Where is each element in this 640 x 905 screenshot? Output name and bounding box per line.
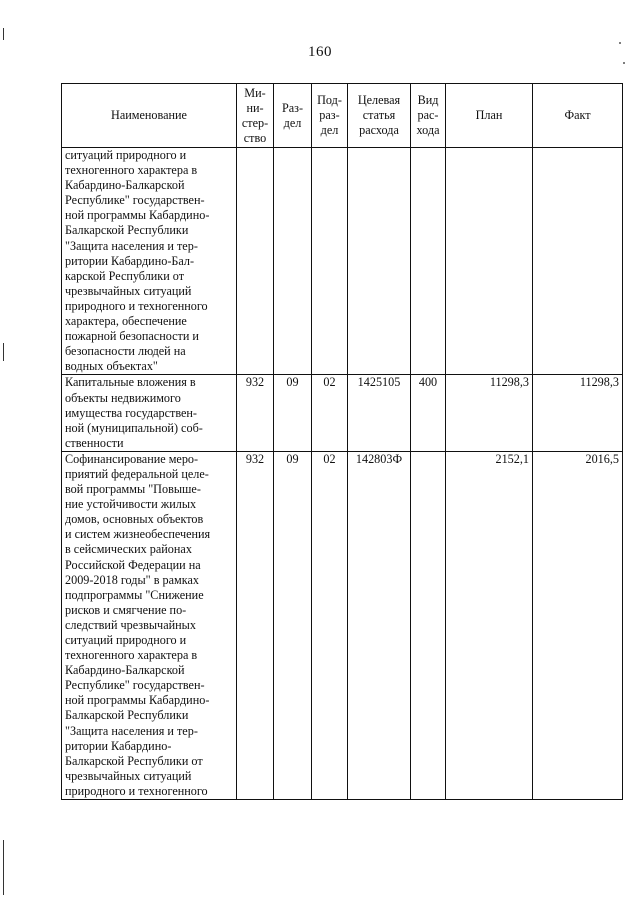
scan-margin-mark	[3, 343, 4, 361]
row-fact-cell: 2016,5	[533, 451, 623, 799]
row-section-cell: 09	[274, 375, 312, 451]
table-header-row	[62, 84, 623, 148]
row-plan-cell	[446, 148, 533, 375]
row-fact-cell	[533, 148, 623, 375]
header-ministry: Ми- ни- стер- ство	[237, 84, 274, 148]
row-subsection-cell: 02	[312, 451, 348, 799]
header-name: Наименование	[62, 84, 237, 148]
row-name-cell: ситуаций природного и техногенного характера в Кабардино-Балкарской Республике" государствен- ной программы Кабардино- Балкарской Республики "Защита населения и тер- ритории Кабардино-Бал- карской Республики от чрезвычайных ситуаций природного и техногенного характера, обеспечение пожарной безопасности и безопасности людей на водных объектах"	[62, 148, 237, 375]
row-section-cell: 09	[274, 451, 312, 799]
scan-speck	[619, 42, 621, 44]
row-target-cell: 142803Ф	[348, 451, 411, 799]
table-row	[62, 451, 623, 799]
row-ministry-cell: 932	[237, 375, 274, 451]
row-section-cell	[274, 148, 312, 375]
header-fact: Факт	[533, 84, 623, 148]
row-expense-type-cell: 400	[411, 375, 446, 451]
row-plan-cell: 2152,1	[446, 451, 533, 799]
row-name-cell: Капитальные вложения в объекты недвижимого имущества государствен- ной (муниципальной) соб- ственности	[62, 375, 237, 451]
row-subsection-cell: 02	[312, 375, 348, 451]
row-subsection-cell	[312, 148, 348, 375]
row-expense-type-cell	[411, 451, 446, 799]
scan-margin-mark	[3, 28, 4, 40]
row-plan-cell: 11298,3	[446, 375, 533, 451]
row-ministry-cell	[237, 148, 274, 375]
table-row	[62, 148, 623, 375]
row-name-cell: Софинансирование меро- приятий федеральной целе- вой программы "Повыше- ние устойчивости жилых домов, основных объектов и систем жизнеобеспечения в сейсмических районах Российской Федерации на 2009-2018 годы" в рамках подпрограммы "Снижение рисков и смягчение по- следствий чрезвычайных ситуаций природного и техногенного характера в Кабардино-Балкарской Республике" государствен- ной программы Кабардино- Балкарской Республики "Защита населения и тер- ритории Кабардино- Балкарской Республики от чрезвычайных ситуаций природного и техногенного	[62, 451, 237, 799]
header-section: Раз- дел	[274, 84, 312, 148]
row-expense-type-cell	[411, 148, 446, 375]
row-fact-cell: 11298,3	[533, 375, 623, 451]
header-expense-type: Вид рас- хода	[411, 84, 446, 148]
budget-table	[61, 83, 623, 800]
header-target-article: Целевая статья расхода	[348, 84, 411, 148]
header-subsection: Под- раз- дел	[312, 84, 348, 148]
scan-speck	[623, 62, 625, 64]
row-target-cell: 1425105	[348, 375, 411, 451]
scan-margin-mark	[3, 840, 4, 895]
header-plan: План	[446, 84, 533, 148]
row-target-cell	[348, 148, 411, 375]
page-number: 160	[308, 44, 332, 60]
row-ministry-cell: 932	[237, 451, 274, 799]
table-row	[62, 375, 623, 451]
